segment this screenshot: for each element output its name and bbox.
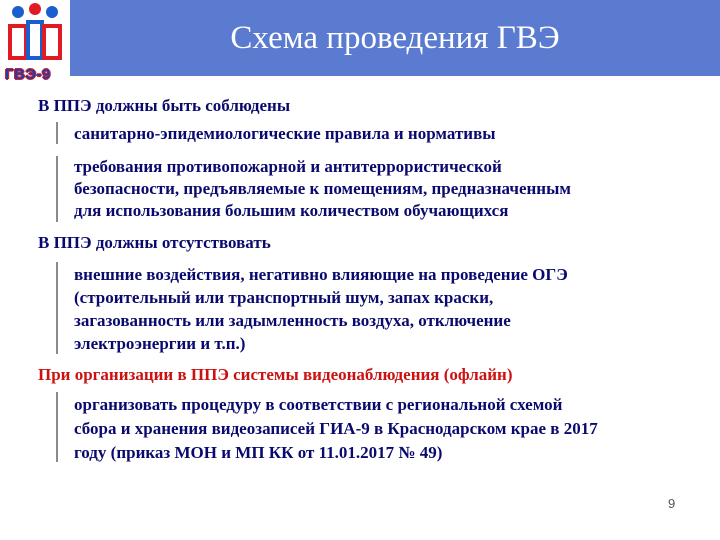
item-bar xyxy=(56,262,58,354)
section-heading-1: В ППЭ должны быть соблюдены xyxy=(38,96,291,115)
logo-label: ГВЭ-9 xyxy=(5,66,51,83)
item-bar xyxy=(56,392,58,462)
section-heading-2: В ППЭ должны отсутствовать xyxy=(38,233,271,252)
list-item-line: (строительный или транспортный шум, запах краски, xyxy=(74,288,494,307)
item-bar xyxy=(56,156,58,222)
page-number: 9 xyxy=(668,496,676,511)
page-title: Схема проведения ГВЭ xyxy=(230,20,560,56)
list-item-line: безопасности, предъявляемые к помещениям, предназначенным xyxy=(74,179,571,198)
list-item-line: организовать процедуру в соответствии с региональной схемой xyxy=(74,395,563,414)
list-item-line: загазованность или задымленность воздуха, отключение xyxy=(74,311,511,330)
list-item-line: электроэнергии и т.п.) xyxy=(74,334,246,353)
item-bar xyxy=(56,122,58,144)
list-item-line: для использования большим количеством обучающихся xyxy=(74,201,509,220)
list-item-line: сбора и хранения видеозаписей ГИА-9 в Краснодарском крае в 2017 xyxy=(74,419,598,438)
section-heading-3: При организации в ППЭ системы видеонаблюдения (офлайн) xyxy=(38,365,513,384)
list-item-line: санитарно-эпидемиологические правила и нормативы xyxy=(74,124,496,143)
list-item-line: году (приказ МОН и МП КК от 11.01.2017 № 49) xyxy=(74,443,443,462)
list-item-line: требования противопожарной и антитеррористической xyxy=(74,157,502,176)
list-item-line: внешние воздействия, негативно влияющие на проведение ОГЭ xyxy=(74,265,568,284)
